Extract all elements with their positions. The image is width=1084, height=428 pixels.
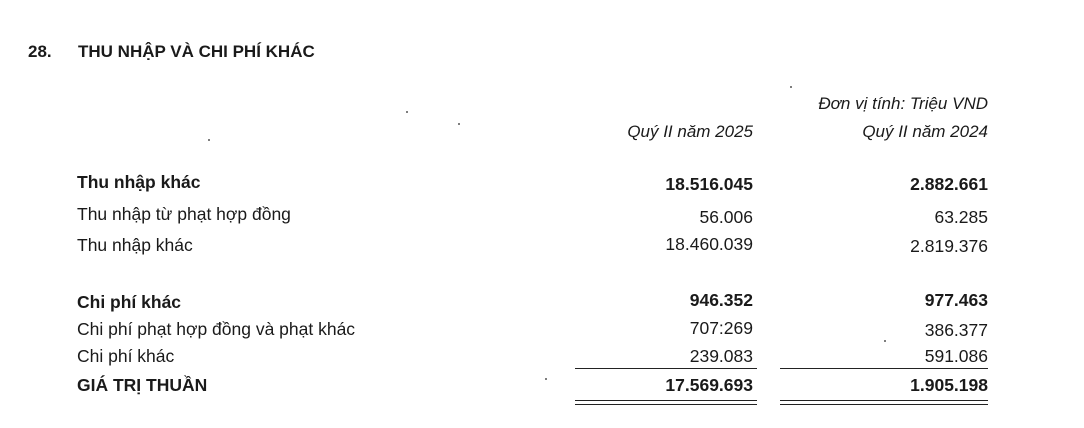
section-title: THU NHẬP VÀ CHI PHÍ KHÁC <box>78 42 315 61</box>
row-label: Thu nhập khác <box>77 172 201 192</box>
column-header-2025: Quý II năm 2025 <box>627 122 753 141</box>
row-value-2024: 386.377 <box>924 320 988 340</box>
column-header-2024: Quý II năm 2024 <box>862 122 988 141</box>
scan-speck <box>545 378 547 380</box>
row-value-2025: 239.083 <box>689 346 753 366</box>
row-value-2025: 56.006 <box>699 207 753 227</box>
row-label: Chi phí khác <box>77 346 175 366</box>
row-value-2025: 707:269 <box>689 318 753 338</box>
total-double-rule-2024-bottom <box>780 404 988 405</box>
row-value-2025: 946.352 <box>689 290 753 310</box>
scan-speck <box>790 86 792 88</box>
row-value-2025: 17.569.693 <box>665 375 753 395</box>
scan-speck <box>208 139 210 141</box>
row-value-2024: 1.905.198 <box>910 375 988 395</box>
subtotal-rule-2025 <box>575 368 757 369</box>
row-label: Chi phí phạt hợp đồng và phạt khác <box>77 319 356 339</box>
scan-speck <box>458 123 460 125</box>
row-label: Thu nhập từ phạt hợp đồng <box>77 204 291 224</box>
section-number: 28. <box>28 42 52 61</box>
subtotal-rule-2024 <box>780 368 988 369</box>
row-label: GIÁ TRỊ THUẦN <box>77 375 208 395</box>
row-value-2024: 977.463 <box>924 290 988 310</box>
total-double-rule-2025-bottom <box>575 404 757 405</box>
row-label: Chi phí khác <box>77 292 182 312</box>
row-value-2024: 63.285 <box>934 207 988 227</box>
row-value-2024: 591.086 <box>924 346 988 366</box>
row-label: Thu nhập khác <box>77 235 193 255</box>
row-value-2025: 18.516.045 <box>665 174 753 194</box>
row-value-2024: 2.882.661 <box>910 174 988 194</box>
unit-note: Đơn vị tính: Triệu VND <box>818 94 988 113</box>
scan-speck <box>884 340 886 342</box>
row-value-2025: 18.460.039 <box>665 234 753 254</box>
total-double-rule-2024-top <box>780 400 988 401</box>
scan-speck <box>406 111 408 113</box>
row-value-2024: 2.819.376 <box>910 236 988 256</box>
total-double-rule-2025-top <box>575 400 757 401</box>
